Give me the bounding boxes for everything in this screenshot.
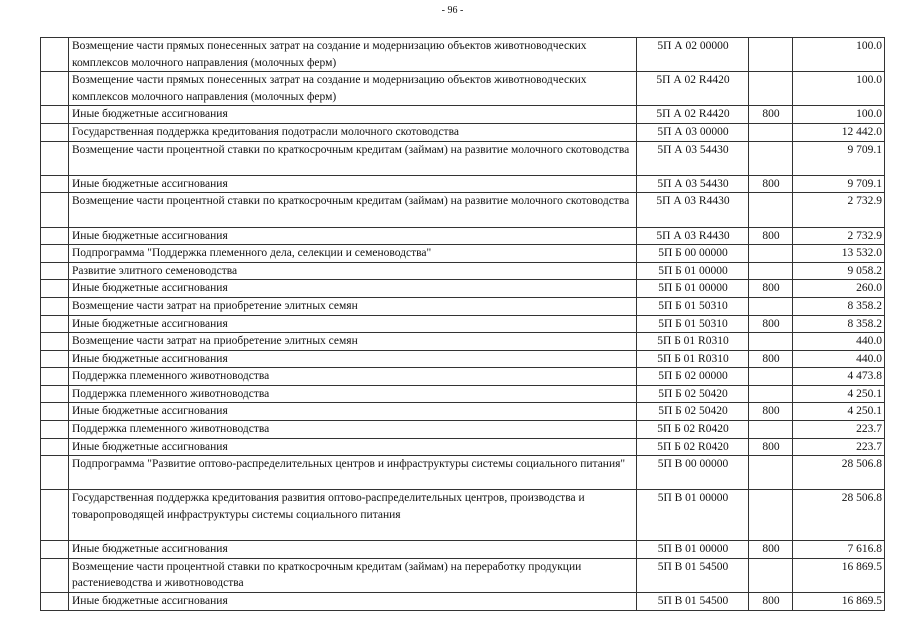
blank-cell — [41, 490, 69, 541]
expense-type-cell — [749, 490, 793, 541]
amount-cell: 260.0 — [793, 280, 885, 298]
amount-cell: 16 869.5 — [793, 593, 885, 611]
expense-type-cell — [749, 456, 793, 490]
expense-type-cell: 800 — [749, 438, 793, 456]
blank-cell — [41, 385, 69, 403]
code-cell: 5П Б 01 00000 — [637, 262, 749, 280]
table-row — [41, 315, 885, 333]
item-name-cell: Подпрограмма "Развитие оптово-распределительных центров и инфраструктуры системы социального питания" — [69, 456, 637, 490]
amount-cell: 28 506.8 — [793, 490, 885, 541]
item-name-cell: Иные бюджетные ассигнования — [69, 315, 637, 333]
expense-type-cell: 800 — [749, 227, 793, 245]
table-row — [41, 333, 885, 351]
amount-cell: 9 709.1 — [793, 175, 885, 193]
table-row — [41, 456, 885, 490]
blank-cell — [41, 106, 69, 124]
blank-cell — [41, 227, 69, 245]
item-name-cell: Возмещение части затрат на приобретение элитных семян — [69, 333, 637, 351]
page-number: - 96 - — [441, 5, 464, 16]
expense-type-cell: 800 — [749, 175, 793, 193]
amount-cell: 223.7 — [793, 421, 885, 439]
blank-cell — [41, 421, 69, 439]
table-row — [41, 227, 885, 245]
expense-type-cell — [749, 141, 793, 175]
blank-cell — [41, 350, 69, 368]
amount-cell: 8 358.2 — [793, 315, 885, 333]
item-name-cell: Поддержка племенного животноводства — [69, 368, 637, 386]
table-row — [41, 558, 885, 592]
expense-type-cell: 800 — [749, 315, 793, 333]
item-name-cell: Развитие элитного семеноводства — [69, 262, 637, 280]
expense-type-cell: 800 — [749, 541, 793, 559]
code-cell: 5П Б 01 00000 — [637, 280, 749, 298]
expense-type-cell: 800 — [749, 350, 793, 368]
expense-type-cell — [749, 72, 793, 106]
amount-cell: 9 058.2 — [793, 262, 885, 280]
table-row — [41, 421, 885, 439]
expense-type-cell: 800 — [749, 593, 793, 611]
item-name-cell: Возмещение части затрат на приобретение элитных семян — [69, 297, 637, 315]
amount-cell: 100.0 — [793, 72, 885, 106]
table-row — [41, 245, 885, 263]
item-name-cell: Возмещение части процентной ставки по краткосрочным кредитам (займам) на переработку продукции растениеводства и животноводства — [69, 558, 637, 592]
code-cell: 5П А 03 54430 — [637, 141, 749, 175]
expense-type-cell: 800 — [749, 280, 793, 298]
expense-type-cell — [749, 385, 793, 403]
code-cell: 5П Б 01 50310 — [637, 297, 749, 315]
code-cell: 5П Б 02 00000 — [637, 368, 749, 386]
item-name-cell: Возмещение части процентной ставки по краткосрочным кредитам (займам) на развитие молочного скотоводства — [69, 141, 637, 175]
expense-type-cell — [749, 297, 793, 315]
code-cell: 5П Б 01 50310 — [637, 315, 749, 333]
code-cell: 5П А 03 54430 — [637, 175, 749, 193]
item-name-cell: Иные бюджетные ассигнования — [69, 541, 637, 559]
amount-cell: 4 250.1 — [793, 385, 885, 403]
item-name-cell: Подпрограмма "Поддержка племенного дела, селекции и семеноводства" — [69, 245, 637, 263]
expense-type-cell — [749, 123, 793, 141]
amount-cell: 440.0 — [793, 333, 885, 351]
item-name-cell: Возмещение части процентной ставки по краткосрочным кредитам (займам) на развитие молочного скотоводства — [69, 193, 637, 227]
table-row — [41, 175, 885, 193]
table-row — [41, 38, 885, 72]
amount-cell: 28 506.8 — [793, 456, 885, 490]
code-cell: 5П Б 02 R0420 — [637, 438, 749, 456]
code-cell: 5П Б 02 50420 — [637, 403, 749, 421]
amount-cell: 440.0 — [793, 350, 885, 368]
code-cell: 5П Б 02 R0420 — [637, 421, 749, 439]
item-name-cell: Иные бюджетные ассигнования — [69, 350, 637, 368]
blank-cell — [41, 558, 69, 592]
blank-cell — [41, 593, 69, 611]
table-row — [41, 438, 885, 456]
code-cell: 5П А 02 00000 — [637, 38, 749, 72]
item-name-cell: Иные бюджетные ассигнования — [69, 438, 637, 456]
table-row — [41, 593, 885, 611]
expense-type-cell: 800 — [749, 403, 793, 421]
blank-cell — [41, 297, 69, 315]
table-row — [41, 385, 885, 403]
amount-cell: 4 473.8 — [793, 368, 885, 386]
amount-cell: 4 250.1 — [793, 403, 885, 421]
blank-cell — [41, 280, 69, 298]
table-row — [41, 193, 885, 227]
code-cell: 5П Б 01 R0310 — [637, 333, 749, 351]
blank-cell — [41, 315, 69, 333]
code-cell: 5П В 01 00000 — [637, 490, 749, 541]
amount-cell: 100.0 — [793, 38, 885, 72]
item-name-cell: Возмещение части прямых понесенных затрат на создание и модернизацию объектов животноводческих комплексов молочного направления (молочных ферм) — [69, 38, 637, 72]
table-row — [41, 368, 885, 386]
expense-type-cell — [749, 368, 793, 386]
blank-cell — [41, 333, 69, 351]
blank-cell — [41, 403, 69, 421]
code-cell: 5П А 03 R4430 — [637, 227, 749, 245]
blank-cell — [41, 193, 69, 227]
budget-table-body — [41, 38, 885, 611]
blank-cell — [41, 262, 69, 280]
amount-cell: 8 358.2 — [793, 297, 885, 315]
table-row — [41, 72, 885, 106]
amount-cell: 16 869.5 — [793, 558, 885, 592]
amount-cell: 12 442.0 — [793, 123, 885, 141]
expense-type-cell — [749, 421, 793, 439]
blank-cell — [41, 141, 69, 175]
expense-type-cell — [749, 333, 793, 351]
table-row — [41, 280, 885, 298]
item-name-cell: Возмещение части прямых понесенных затрат на создание и модернизацию объектов животноводческих комплексов молочного направления (молочных ферм) — [69, 72, 637, 106]
amount-cell: 2 732.9 — [793, 193, 885, 227]
item-name-cell: Поддержка племенного животноводства — [69, 421, 637, 439]
item-name-cell: Иные бюджетные ассигнования — [69, 593, 637, 611]
table-row — [41, 350, 885, 368]
blank-cell — [41, 541, 69, 559]
expense-type-cell — [749, 262, 793, 280]
expense-type-cell: 800 — [749, 106, 793, 124]
blank-cell — [41, 72, 69, 106]
item-name-cell: Иные бюджетные ассигнования — [69, 403, 637, 421]
amount-cell: 100.0 — [793, 106, 885, 124]
code-cell: 5П Б 00 00000 — [637, 245, 749, 263]
amount-cell: 13 532.0 — [793, 245, 885, 263]
item-name-cell: Поддержка племенного животноводства — [69, 385, 637, 403]
code-cell: 5П Б 01 R0310 — [637, 350, 749, 368]
table-row — [41, 490, 885, 541]
code-cell: 5П Б 02 50420 — [637, 385, 749, 403]
amount-cell: 223.7 — [793, 438, 885, 456]
item-name-cell: Государственная поддержка кредитования развития оптово-распределительных центров, производства и товаропроводящей инфраструктуры системы социального питания — [69, 490, 637, 541]
blank-cell — [41, 245, 69, 263]
code-cell: 5П А 02 R4420 — [637, 106, 749, 124]
code-cell: 5П В 01 00000 — [637, 541, 749, 559]
blank-cell — [41, 38, 69, 72]
item-name-cell: Государственная поддержка кредитования подотрасли молочного скотоводства — [69, 123, 637, 141]
code-cell: 5П В 00 00000 — [637, 456, 749, 490]
expense-type-cell — [749, 38, 793, 72]
code-cell: 5П А 03 00000 — [637, 123, 749, 141]
table-row — [41, 123, 885, 141]
amount-cell: 7 616.8 — [793, 541, 885, 559]
table-row — [41, 106, 885, 124]
code-cell: 5П А 03 R4430 — [637, 193, 749, 227]
amount-cell: 9 709.1 — [793, 141, 885, 175]
amount-cell: 2 732.9 — [793, 227, 885, 245]
item-name-cell: Иные бюджетные ассигнования — [69, 106, 637, 124]
item-name-cell: Иные бюджетные ассигнования — [69, 175, 637, 193]
table-row — [41, 262, 885, 280]
table-row — [41, 141, 885, 175]
blank-cell — [41, 456, 69, 490]
expense-type-cell — [749, 245, 793, 263]
code-cell: 5П В 01 54500 — [637, 593, 749, 611]
blank-cell — [41, 123, 69, 141]
budget-table — [40, 37, 885, 611]
code-cell: 5П А 02 R4420 — [637, 72, 749, 106]
expense-type-cell — [749, 193, 793, 227]
blank-cell — [41, 438, 69, 456]
item-name-cell: Иные бюджетные ассигнования — [69, 227, 637, 245]
blank-cell — [41, 368, 69, 386]
item-name-cell: Иные бюджетные ассигнования — [69, 280, 637, 298]
table-row — [41, 541, 885, 559]
code-cell: 5П В 01 54500 — [637, 558, 749, 592]
table-row — [41, 297, 885, 315]
blank-cell — [41, 175, 69, 193]
table-row — [41, 403, 885, 421]
expense-type-cell — [749, 558, 793, 592]
